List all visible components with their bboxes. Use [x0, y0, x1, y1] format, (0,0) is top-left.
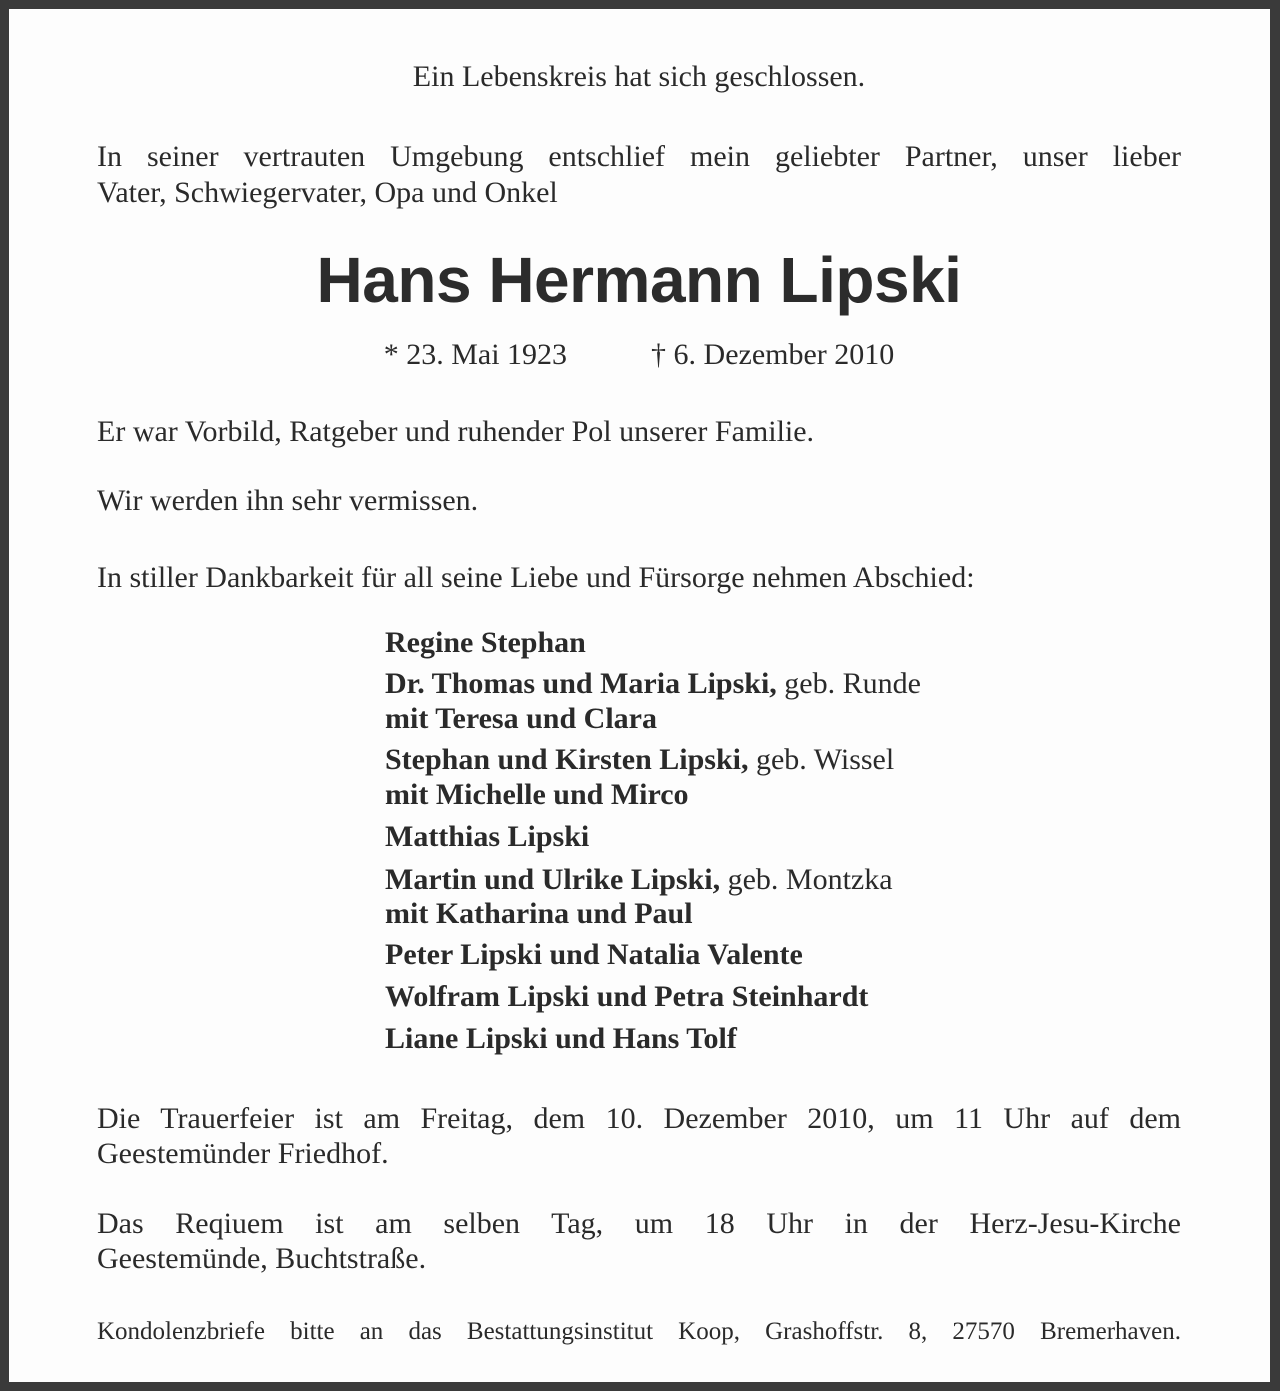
mourner-line: Stephan und Kirsten Lipski, geb. Wissel	[385, 743, 895, 776]
mourner-line: Regine Stephan	[385, 626, 586, 659]
tribute-line-1: Er war Vorbild, Ratgeber und ruhender Pol unserer Familie.	[97, 415, 815, 448]
intro-line-1: In seiner vertrauten Umgebung entschlief mein geliebter Partner, unser lieber	[97, 140, 1181, 173]
obituary-notice	[9, 9, 1270, 1382]
funeral-line-1: Die Trauerfeier ist am Freitag, dem 10. Dezember 2010, um 11 Uhr auf dem	[97, 1102, 1181, 1135]
intro-line-2: Vater, Schwiegervater, Opa und Onkel	[97, 176, 558, 209]
death-date: † 6. Dezember 2010	[651, 338, 895, 371]
mourner-line: mit Teresa und Clara	[385, 702, 657, 735]
condolences-line: Kondolenzbriefe bitte an das Bestattungsinstitut Koop, Grashoffstr. 8, 27570 Bremerhaven.	[97, 1318, 1181, 1345]
requiem-line-2: Geestemünde, Buchtstraße.	[97, 1242, 427, 1275]
mourner-line: Wolfram Lipski und Petra Steinhardt	[385, 980, 869, 1013]
mourner-line: Liane Lipski und Hans Tolf	[385, 1022, 737, 1055]
mourner-line: mit Katharina und Paul	[385, 897, 693, 930]
mourner-line: Dr. Thomas und Maria Lipski, geb. Runde	[385, 667, 921, 700]
farewell-line: In stiller Dankbarkeit für all seine Liebe und Fürsorge nehmen Abschied:	[97, 561, 975, 594]
opening-line: Ein Lebenskreis hat sich geschlossen.	[412, 60, 866, 93]
mourner-line: Martin und Ulrike Lipski, geb. Montzka	[385, 863, 893, 896]
life-dates	[97, 337, 1181, 373]
mourner-line: Matthias Lipski	[385, 820, 590, 853]
funeral-line-2: Geestemünder Friedhof.	[97, 1137, 389, 1170]
mourner-line: Peter Lipski und Natalia Valente	[385, 938, 803, 971]
tribute-line-2: Wir werden ihn sehr vermissen.	[97, 484, 479, 517]
birth-date: * 23. Mai 1923	[383, 338, 568, 371]
deceased-name: Hans Hermann Lipski	[316, 244, 962, 316]
requiem-line-1: Das Reqiuem ist am selben Tag, um 18 Uhr in der Herz-Jesu-Kirche	[97, 1207, 1181, 1240]
mourner-line: mit Michelle und Mirco	[385, 778, 689, 811]
